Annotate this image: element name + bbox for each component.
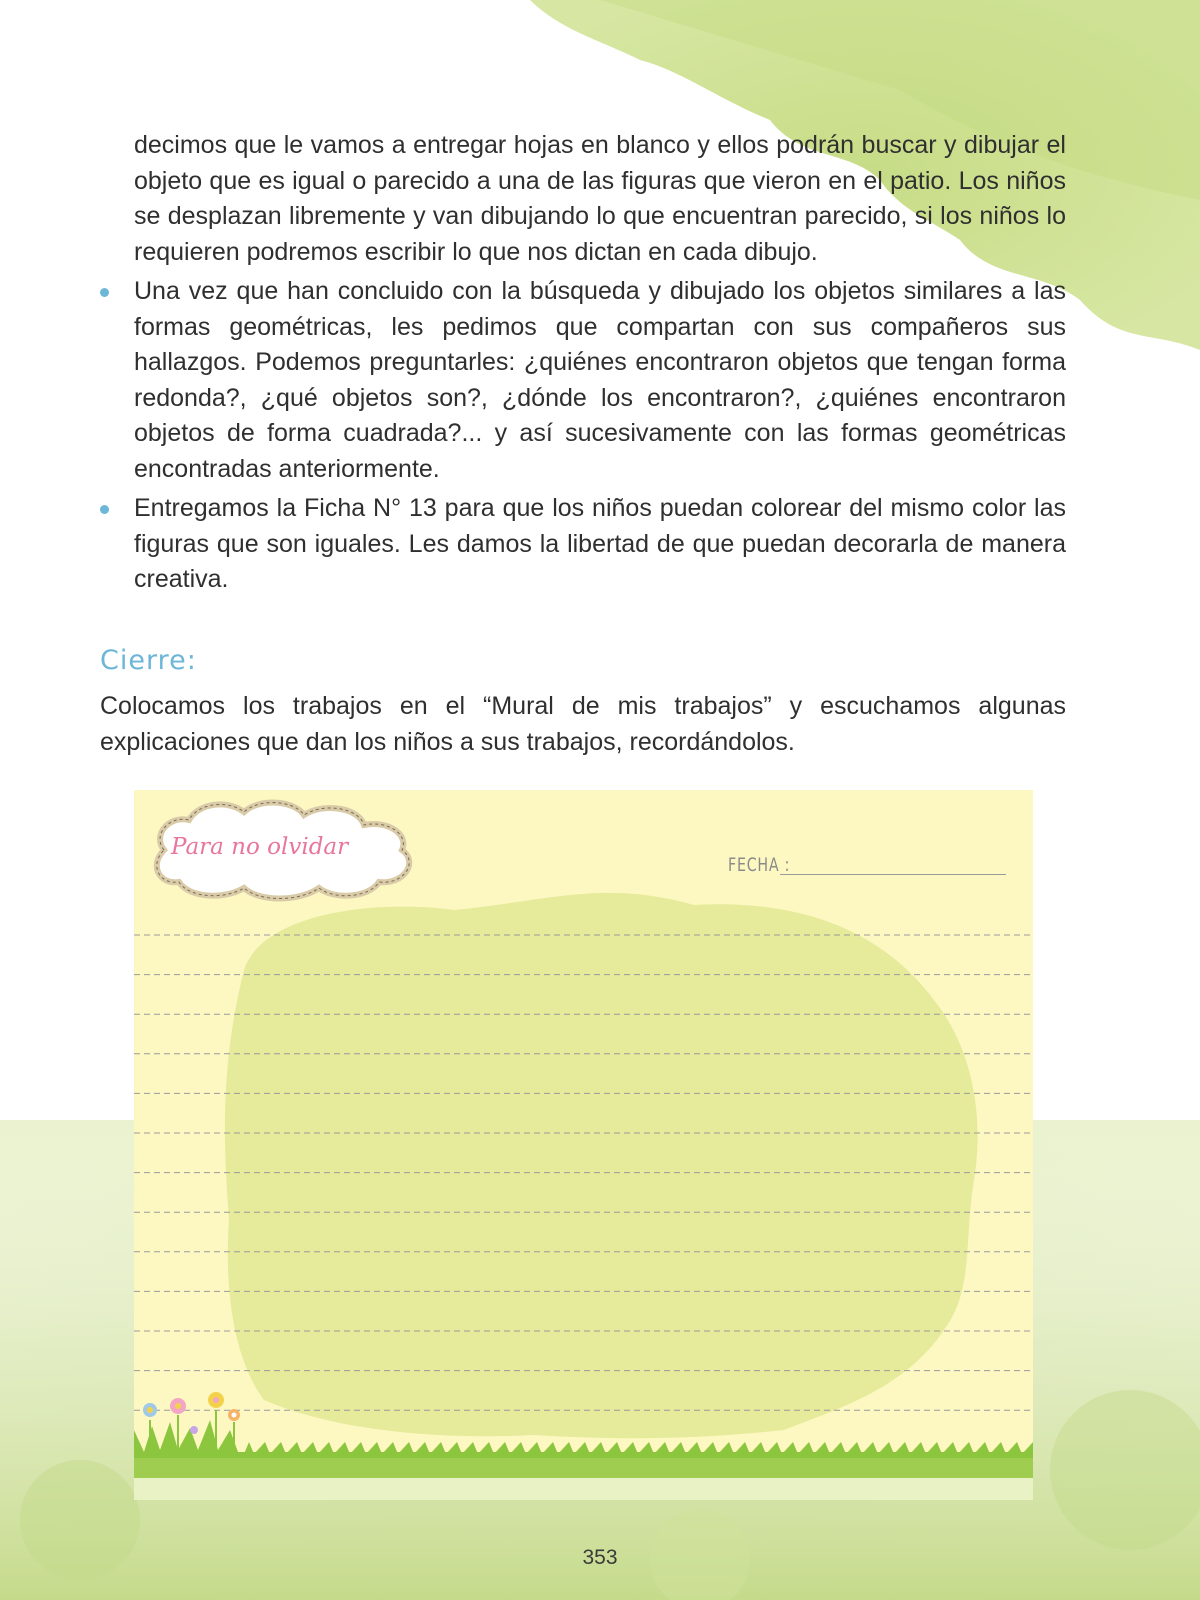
notes-card-art [134, 790, 1033, 1500]
page-number: 353 [582, 1546, 618, 1569]
date-label: FECHA : [728, 854, 791, 876]
continued-paragraph: decimos que le vamos a entregar hojas en blanco y ellos podrán buscar y dibujar el objeto que es igual o parecido a una de las figuras que vieron en el patio. Los niños se desplazan libremente y van dibujando lo que encuentran parecido, si los niños lo requieren podremos escribir lo que nos dictan en cada dibujo. [134, 131, 1066, 266]
activity-list [100, 274, 1066, 602]
list-item-text: Entregamos la Ficha N° 13 para que los niños puedan colorear del mismo color las figuras que son iguales. Les damos la libertad de que puedan decorarla de manera creativa. [134, 494, 1066, 593]
list-item [100, 491, 1066, 598]
notes-card [134, 790, 1033, 1500]
bullet-icon [100, 505, 109, 514]
bullet-icon [100, 288, 109, 297]
date-line [780, 874, 1006, 875]
reminder-label: Para no olvidar [171, 834, 349, 860]
section-heading: Cierre: [100, 645, 197, 676]
list-item-text: Una vez que han concluido con la búsqueda y dibujado los objetos similares a las formas geométricas, les pedimos que compartan con sus compañeros sus hallazgos. Podemos preguntarles: ¿quiénes encontraron objetos que tengan forma redonda?, ¿qué objetos son?, ¿dónde los encontraron?, ¿quiénes encontraron objetos de forma cuadrada?... y así sucesivamente con las formas geométricas encontradas anteriormente. [134, 277, 1066, 483]
closing-paragraph: Colocamos los trabajos en el “Mural de mis trabajos” y escuchamos algunas explicaciones que dan los niños a sus trabajos, recordándolos. [100, 692, 1066, 756]
list-item [100, 274, 1066, 487]
